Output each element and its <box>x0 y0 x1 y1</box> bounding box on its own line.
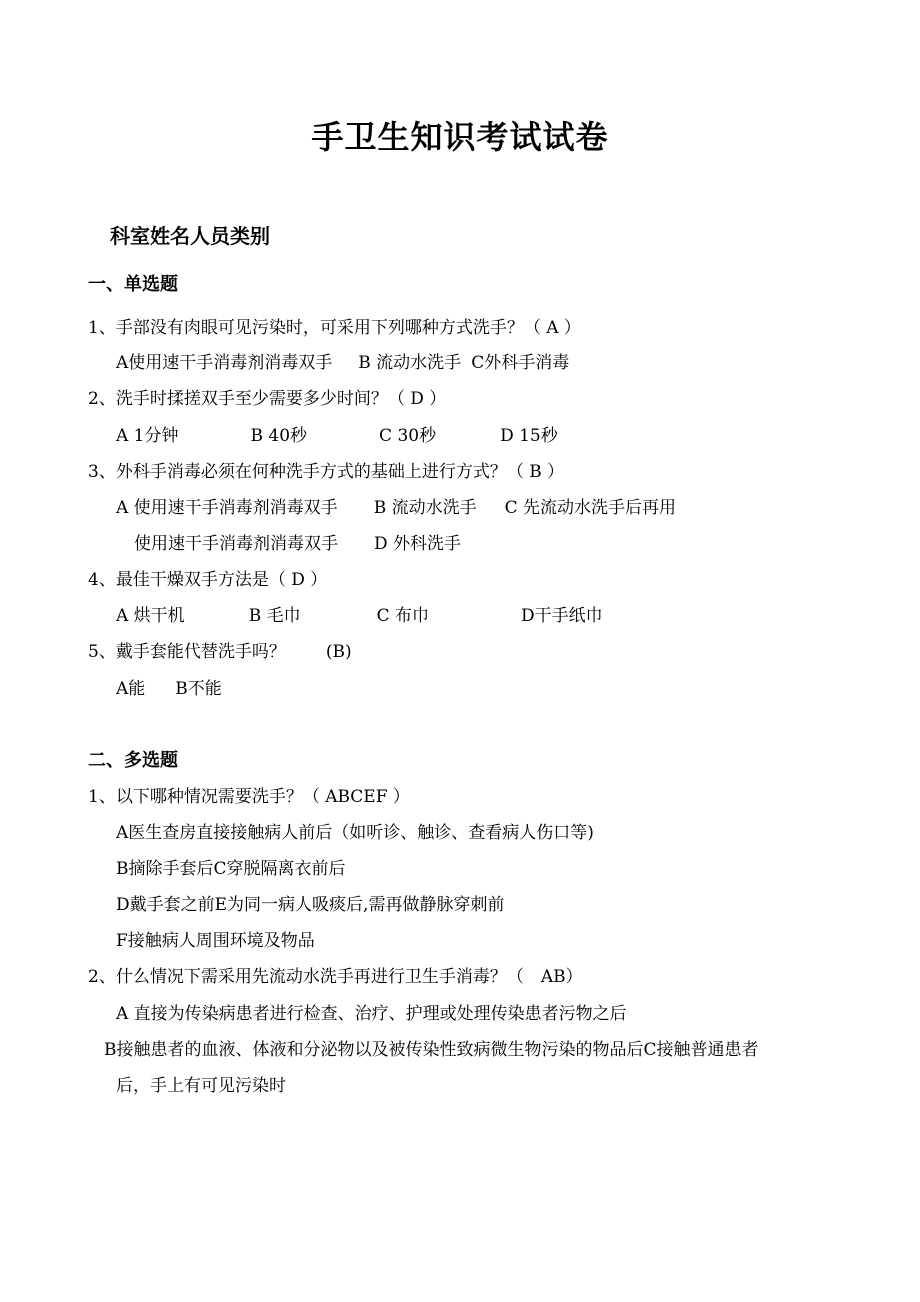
s2-q1-line2: B摘除手套后C穿脱隔离衣前后 <box>116 859 346 879</box>
s1-q1-options <box>116 348 569 373</box>
s2-q2-line3: 后，手上有可见污染时 <box>116 1076 286 1096</box>
s1-q4-options <box>116 601 603 626</box>
s1-q5-text <box>88 637 352 662</box>
section2-heading: 二、多选题 <box>88 750 178 771</box>
s2-q2-line1: A 直接为传染病患者进行检查、治疗、护理或处理传染患者污物之后 <box>116 1004 627 1024</box>
s2-q1-line1: A医生查房直接接触病人前后（如听诊、触诊、查看病人伤口等) <box>116 823 594 843</box>
answer: (B) <box>325 642 352 662</box>
option-b: B 毛巾 <box>248 606 301 626</box>
s1-q2-text: 2、洗手时揉搓双手至少需要多少时间？（ D ） <box>88 389 447 409</box>
option-b: B 流动水洗手 <box>358 353 462 373</box>
option-d: D干手纸巾 <box>521 606 603 626</box>
option-c: C 30秒 <box>379 426 437 446</box>
s1-q3-text: 3、外科手消毒必须在何种洗手方式的基础上进行方式？（ B ） <box>88 462 565 482</box>
question-text: 5、戴手套能代替洗手吗？ <box>88 642 286 662</box>
s1-q3-options <box>116 493 676 518</box>
option-d: D 外科洗手 <box>374 534 462 554</box>
option-c: C 先流动水洗手后再用 <box>504 498 677 518</box>
s2-q2-text: 2、什么情况下需采用先流动水洗手再进行卫生手消毒？（ AB） <box>88 967 583 987</box>
option-b: B不能 <box>175 679 222 699</box>
option-c-cont: 使用速干手消毒剂消毒双手 <box>134 534 338 554</box>
info-line: 科室姓名人员类别 <box>110 224 270 248</box>
s1-q1-text: 1、手部没有肉眼可见污染时，可采用下列哪种方式洗手？（ A ） <box>88 318 581 338</box>
option-d: D 15秒 <box>500 426 558 446</box>
s2-q1-text: 1、以下哪种情况需要洗手？（ ABCEF ） <box>88 787 410 807</box>
option-a: A使用速干手消毒剂消毒双手 <box>116 353 333 373</box>
s2-q2-line2: B接触患者的血液、体液和分泌物以及被传染性致病微生物污染的物品后C接触普通患者 <box>104 1040 759 1060</box>
s1-q5-options <box>116 674 222 699</box>
s1-q3-options-cont <box>134 529 461 554</box>
option-a: A 1分钟 <box>116 426 179 446</box>
s2-q1-line4: F接触病人周围环境及物品 <box>116 931 315 951</box>
option-a: A 使用速干手消毒剂消毒双手 <box>116 498 338 518</box>
s2-q1-line3: D戴手套之前E为同一病人吸痰后,需再做静脉穿刺前 <box>116 895 505 915</box>
option-a: A 烘干机 <box>116 606 185 626</box>
option-c: C 布巾 <box>376 606 430 626</box>
s1-q4-text: 4、最佳干燥双手方法是（ D ） <box>88 570 328 590</box>
option-b: B 40秒 <box>250 426 308 446</box>
option-b: B 流动水洗手 <box>373 498 477 518</box>
option-a: A能 <box>116 679 146 699</box>
section1-heading: 一、单选题 <box>88 274 178 295</box>
s1-q2-options <box>116 421 558 446</box>
page-title: 手卫生知识考试试卷 <box>311 118 609 156</box>
option-c: C外科手消毒 <box>471 353 570 373</box>
